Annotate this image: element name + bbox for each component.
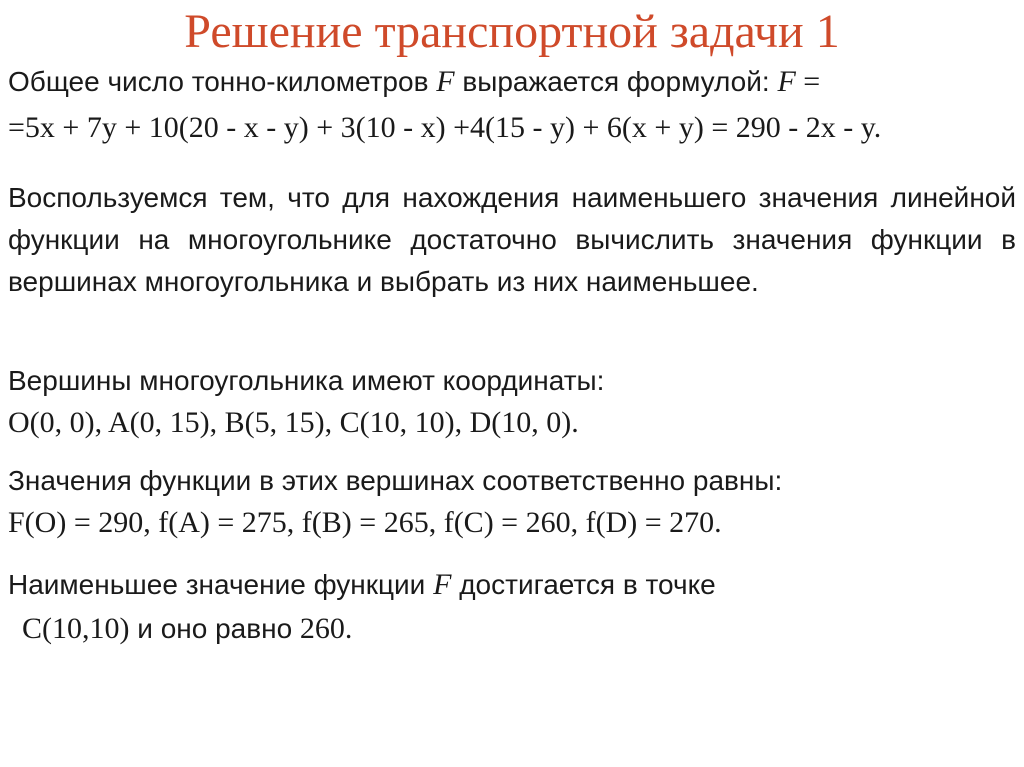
values-label: Значения функции в этих вершинах соответственно равны:: [8, 465, 783, 496]
formula-expression: =5x + 7y + 10(20 - x - y) + 3(10 - x) +4(15 - y) + 6(x + y) = 290 - 2x - y.: [8, 111, 882, 144]
formula-equals: =: [795, 65, 821, 98]
vertices-block: [8, 360, 1016, 444]
formula-intro-text: Общее число тонно-километров: [8, 66, 437, 97]
conclusion-variable-f: F: [433, 568, 452, 601]
formula-intro-tail: выражается формулой:: [454, 66, 778, 97]
slide-title: Решение транспортной задачи 1: [184, 5, 840, 58]
conclusion-point: C(10,10): [22, 612, 130, 645]
formula-block: [8, 62, 1016, 148]
formula-variable-f-2: F: [777, 65, 796, 98]
formula-intro-line: [8, 62, 1016, 102]
conclusion-line-2: [8, 607, 1016, 651]
conclusion-text-b: достигается в точке: [451, 569, 716, 600]
vertices-list: O(0, 0), A(0, 15), B(5, 15), C(10, 10), D(10, 0).: [8, 406, 579, 439]
values-block: [8, 460, 1016, 544]
formula-variable-f: F: [436, 65, 455, 98]
conclusion-block: [8, 563, 1016, 651]
vertices-label: Вершины многоугольника имеют координаты:: [8, 365, 605, 396]
conclusion-value: 260.: [299, 612, 353, 645]
conclusion-text-a: Наименьшее значение функции: [8, 569, 434, 600]
conclusion-line-1: [8, 563, 1016, 607]
values-list: F(O) = 290, f(A) = 275, f(B) = 265, f(C) = 260, f(D) = 270.: [8, 506, 722, 539]
conclusion-text-c: и оно равно: [129, 613, 300, 644]
method-paragraph: Воспользуемся тем, что для нахождения наименьшего значения линейной функции на многоугольнике достаточно вычислить значения функции в вершинах многоугольника и выбрать из них наименьшее.: [8, 182, 1016, 297]
